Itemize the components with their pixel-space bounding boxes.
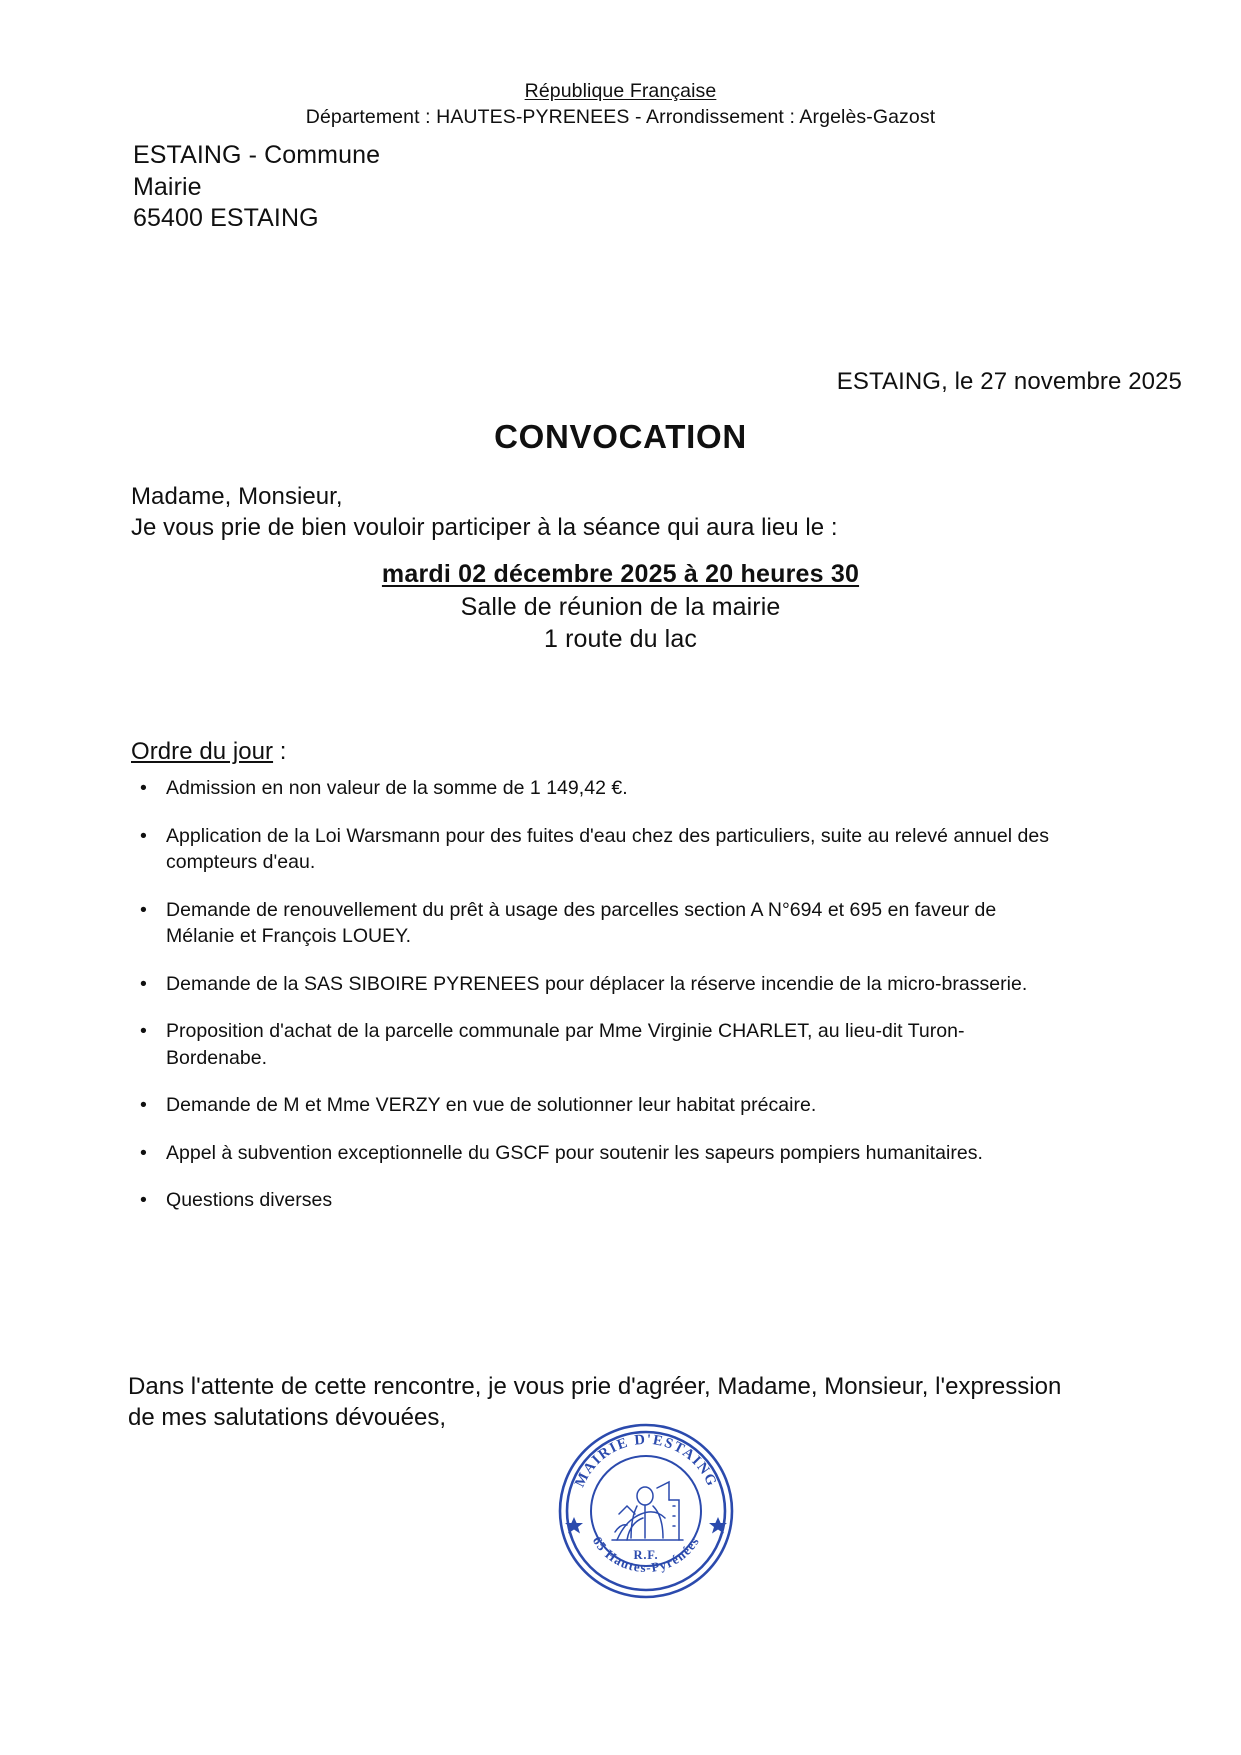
meeting-details-block [0,558,1241,655]
agenda-item [131,823,1061,876]
closing-paragraph: Dans l'attente de cette rencontre, je vous prie d'agréer, Madame, Monsieur, l'expression de mes salutations dévouées, [128,1373,1062,1431]
department-arrondissement-line: Département : HAUTES-PYRENEES - Arrondissement : Argelès-Gazost [305,106,936,128]
meeting-datetime: mardi 02 décembre 2025 à 20 heures 30 [381,560,860,588]
agenda-item [131,775,1061,802]
bullet-icon: • [140,1189,147,1211]
bullet-icon: • [140,1141,147,1164]
document-header [0,78,1241,131]
svg-text:R.F.: R.F. [633,1548,659,1562]
agenda-item [131,971,1061,998]
bullet-icon: • [140,1094,147,1116]
bullet-icon: • [140,972,147,995]
agenda-item [131,897,1061,950]
agenda-section [131,737,1061,1214]
bullet-icon: • [140,898,147,921]
sender-commune: ESTAING - Commune [133,141,381,169]
bullet-icon: • [140,1020,147,1042]
agenda-item [131,1092,1061,1119]
meeting-room: Salle de réunion de la mairie [460,593,781,621]
bullet-icon: • [140,777,147,799]
agenda-heading-label: Ordre du jour [131,738,274,765]
agenda-heading-suffix: : [273,738,287,765]
official-stamp [557,1422,735,1600]
agenda-item-text: Demande de renouvellement du prêt à usage des parcelles section A N°694 et 695 en faveur de Mélanie et François LOUEY. [166,898,997,947]
agenda-item-text: Application de la Loi Warsmann pour des fuites d'eau chez des particuliers, suite au relevé annuel des compteurs d'eau. [166,824,1050,873]
svg-text:MAIRIE D'ESTAING: MAIRIE D'ESTAING [571,1431,721,1490]
agenda-item [131,1187,1061,1214]
agenda-item-text: Demande de M et Mme VERZY en vue de solutionner leur habitat précaire. [166,1094,817,1116]
meeting-request-line: Je vous prie de bien vouloir participer à la séance qui aura lieu le : [131,514,838,541]
agenda-item [131,1140,1061,1167]
svg-text:65 Hautes-Pyrénées: 65 Hautes-Pyrénées [589,1533,703,1576]
agenda-item-text: Admission en non valeur de la somme de 1 149,42 €. [166,777,628,799]
agenda-item-text: Demande de la SAS SIBOIRE PYRENEES pour déplacer la réserve incendie de la micro-brasserie. [166,972,1028,995]
agenda-item-text: Questions diverses [166,1189,333,1211]
place-and-date: ESTAING, le 27 novembre 2025 [836,368,1182,395]
agenda-list [131,775,1061,1214]
page-title: CONVOCATION [494,418,747,455]
agenda-item [131,1018,1061,1071]
sender-mairie: Mairie [133,172,202,201]
sender-address-block [133,140,380,235]
sender-postal-city: 65400 ESTAING [133,204,319,232]
bullet-icon: • [140,824,147,847]
intro-block [131,481,838,543]
agenda-item-text: Appel à subvention exceptionnelle du GSCF pour soutenir les sapeurs pompiers humanitaires. [166,1141,983,1164]
republic-title: République Française [524,80,717,102]
salutation: Madame, Monsieur, [131,483,343,510]
meeting-address: 1 route du lac [544,625,697,653]
agenda-item-text: Proposition d'achat de la parcelle communale par Mme Virginie CHARLET, au lieu-dit Turon-Bordenabe. [166,1020,965,1069]
agenda-heading [131,737,1061,767]
